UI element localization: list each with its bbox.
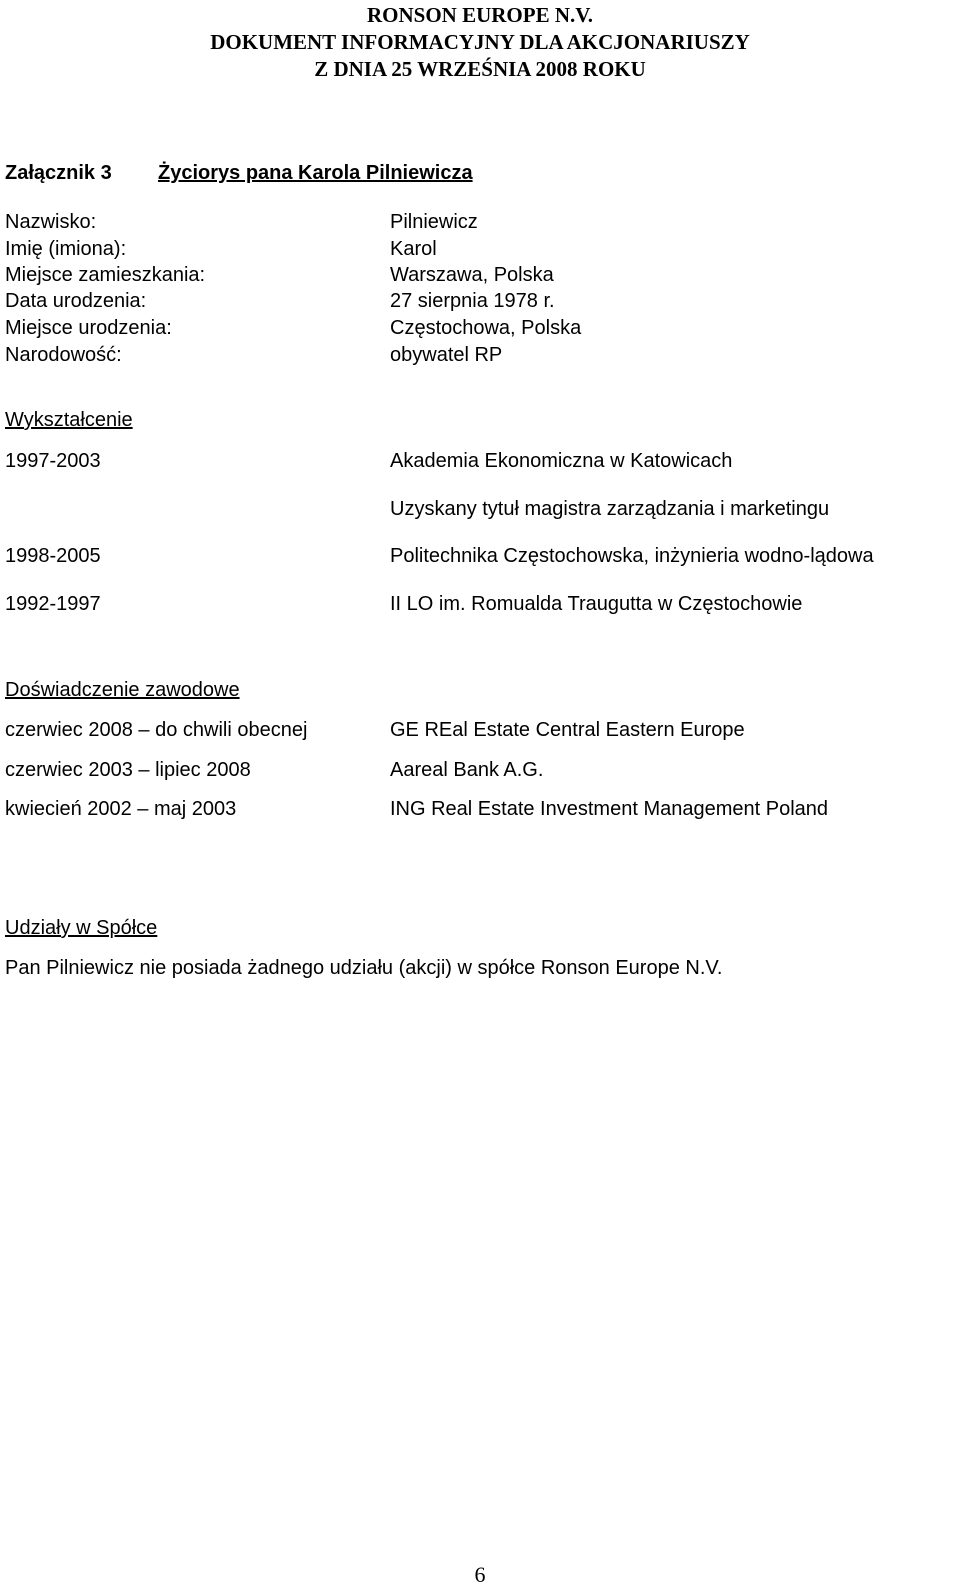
personal-label: Narodowość: [5, 344, 122, 366]
education-heading: Wykształcenie [5, 409, 133, 431]
experience-heading: Doświadczenie zawodowe [5, 679, 240, 701]
personal-value: obywatel RP [390, 344, 503, 366]
annex-label: Załącznik 3 [5, 162, 112, 184]
personal-value: 27 sierpnia 1978 r. [390, 290, 555, 312]
personal-label: Nazwisko: [5, 211, 97, 233]
personal-value: Karol [390, 238, 437, 260]
education-period: 1997-2003 [5, 450, 101, 472]
header-document-title: DOKUMENT INFORMACYJNY DLA AKCJONARIUSZY [210, 30, 750, 54]
education-degree: Uzyskany tytuł magistra zarządzania i marketingu [390, 498, 830, 520]
experience-employer: GE REal Estate Central Eastern Europe [390, 719, 745, 741]
header-company: RONSON EUROPE N.V. [367, 3, 593, 27]
personal-label: Data urodzenia: [5, 290, 147, 312]
experience-employer: ING Real Estate Investment Management Poland [390, 798, 829, 820]
personal-label: Imię (imiona): [5, 238, 127, 260]
personal-label: Miejsce zamieszkania: [5, 264, 206, 286]
header-date: Z DNIA 25 WRZEŚNIA 2008 ROKU [314, 57, 646, 81]
page-number: 6 [474, 1562, 486, 1587]
education-institution: Politechnika Częstochowska, inżynieria wodno-lądowa [390, 545, 874, 567]
experience-period: czerwiec 2008 – do chwili obecnej [5, 719, 308, 741]
education-period: 1992-1997 [5, 593, 101, 615]
personal-value: Pilniewicz [390, 211, 478, 233]
education-period: 1998-2005 [5, 545, 101, 567]
personal-value: Częstochowa, Polska [390, 317, 582, 339]
education-institution: II LO im. Romualda Traugutta w Częstochowie [390, 593, 803, 615]
annex-title: Życiorys pana Karola Pilniewicza [158, 162, 473, 184]
experience-period: czerwiec 2003 – lipiec 2008 [5, 759, 251, 781]
shares-heading: Udziały w Spółce [5, 917, 158, 939]
personal-value: Warszawa, Polska [390, 264, 554, 286]
personal-label: Miejsce urodzenia: [5, 317, 172, 339]
education-institution: Akademia Ekonomiczna w Katowicach [390, 450, 733, 472]
experience-period: kwiecień 2002 – maj 2003 [5, 798, 237, 820]
experience-employer: Aareal Bank A.G. [390, 759, 544, 781]
shares-statement: Pan Pilniewicz nie posiada żadnego udziału (akcji) w spółce Ronson Europe N.V. [5, 957, 723, 979]
